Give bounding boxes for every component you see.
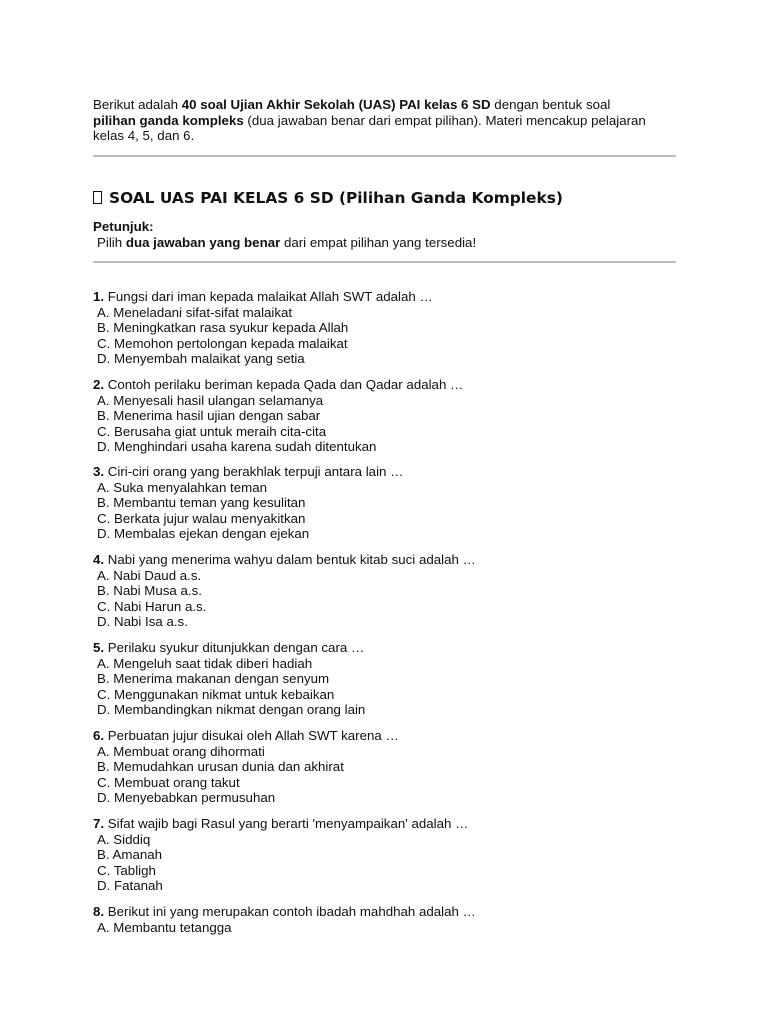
answer-option: B. Meningkatkan rasa syukur kepada Allah [97, 320, 349, 336]
section-title-text: SOAL UAS PAI KELAS 6 SD (Pilihan Ganda Kompleks) [109, 189, 563, 207]
intro-bold-type: pilihan ganda kompleks [93, 112, 244, 128]
answer-option: B. Nabi Musa a.s. [97, 583, 202, 599]
question-stem [93, 464, 676, 480]
question-item [93, 464, 676, 542]
question-stem [93, 728, 676, 744]
question-item [93, 289, 676, 367]
instructions-text-part: Pilih [97, 235, 126, 250]
question-stem [93, 904, 676, 920]
question-stem [93, 377, 676, 393]
question-item [93, 640, 676, 718]
answer-option: D. Menyembah malaikat yang setia [97, 351, 305, 367]
intro-text: Berikut adalah [93, 97, 182, 112]
question-text: Fungsi dari iman kepada malaikat Allah SWT adalah … [104, 289, 433, 304]
question-number: 8. [93, 904, 105, 919]
question-text: Perilaku syukur ditunjukkan dengan cara … [104, 640, 365, 655]
question-item [93, 377, 676, 455]
answer-option: D. Menghindari usaha karena sudah ditentukan [97, 439, 377, 455]
question-item [93, 816, 676, 894]
question-text: Contoh perilaku beriman kepada Qada dan Qadar adalah … [104, 377, 464, 392]
answer-option: C. Nabi Harun a.s. [97, 598, 207, 614]
answer-option: D. Membalas ejekan dengan ejekan [97, 526, 310, 542]
instructions-text [97, 235, 476, 251]
question-number: 5. [93, 640, 105, 655]
question-number: 4. [93, 552, 105, 567]
answer-option: A. Membuat orang dihormati [97, 743, 265, 759]
answer-option: A. Nabi Daud a.s. [97, 567, 202, 583]
question-text: Berikut ini yang merupakan contoh ibadah mahdhah adalah … [104, 904, 476, 919]
question-stem [93, 816, 676, 832]
question-number: 6. [93, 728, 105, 743]
answer-option: A. Siddiq [97, 831, 151, 847]
answer-option: C. Berkata jujur walau menyakitkan [97, 510, 306, 526]
answer-option: B. Memudahkan urusan dunia dan akhirat [97, 759, 344, 775]
answer-option: D. Menyebabkan permusuhan [97, 790, 276, 806]
section-title [93, 188, 676, 208]
answer-option: A. Menyesali hasil ulangan selamanya [97, 392, 324, 408]
question-number: 1. [93, 289, 105, 304]
answer-option: C. Memohon pertolongan kepada malaikat [97, 335, 348, 351]
question-item [93, 728, 676, 806]
answer-option: B. Amanah [97, 847, 163, 863]
answer-option: D. Membandingkan nikmat dengan orang lain [97, 702, 366, 718]
horizontal-divider [93, 155, 676, 157]
question-number: 7. [93, 816, 105, 831]
intro-text: dengan bentuk soal [490, 97, 611, 112]
question-stem [93, 640, 676, 656]
intro-bold-title: 40 soal Ujian Akhir Sekolah (UAS) PAI kelas 6 SD [181, 97, 491, 112]
answer-option: C. Berusaha giat untuk meraih cita-cita [97, 423, 327, 439]
question-number: 2. [93, 377, 105, 392]
answer-option: B. Membantu teman yang kesulitan [97, 495, 306, 511]
question-stem [93, 289, 676, 305]
answer-option: C. Menggunakan nikmat untuk kebaikan [97, 686, 335, 702]
answer-option: A. Meneladani sifat-sifat malaikat [97, 304, 293, 320]
instructions-text-part: dari empat pilihan yang tersedia! [280, 235, 477, 250]
answer-option: A. Membantu tetangga [97, 919, 232, 935]
answer-option: C. Tabligh [97, 862, 156, 878]
question-text: Perbuatan jujur disukai oleh Allah SWT karena … [104, 728, 399, 743]
answer-option: A. Suka menyalahkan teman [97, 479, 268, 495]
intro-paragraph [93, 97, 676, 144]
answer-option: B. Menerima hasil ujian dengan sabar [97, 408, 321, 424]
question-text: Ciri-ciri orang yang berakhlak terpuji antara lain … [104, 464, 404, 479]
intro-text: (dua jawaban benar dari empat pilihan). Materi mencakup pelajaran kelas 4, 5, dan 6. [93, 112, 646, 144]
instructions-bold: dua jawaban yang benar [125, 235, 281, 250]
question-text: Nabi yang menerima wahyu dalam bentuk kitab suci adalah … [104, 552, 476, 567]
question-stem [93, 552, 676, 568]
instructions-heading: Petunjuk: [93, 219, 154, 234]
answer-option: D. Nabi Isa a.s. [97, 614, 188, 630]
question-number: 3. [93, 464, 105, 479]
question-item [93, 904, 676, 935]
question-item [93, 552, 676, 630]
answer-option: D. Fatanah [97, 878, 163, 894]
question-text: Sifat wajib bagi Rasul yang berarti 'menyampaikan' adalah … [104, 816, 469, 831]
answer-option: B. Menerima makanan dengan senyum [97, 671, 330, 687]
answer-option: C. Membuat orang takut [97, 774, 240, 790]
answer-option: A. Mengeluh saat tidak diberi hadiah [97, 655, 313, 671]
missing-glyph-icon [93, 191, 102, 204]
horizontal-divider [93, 261, 676, 263]
